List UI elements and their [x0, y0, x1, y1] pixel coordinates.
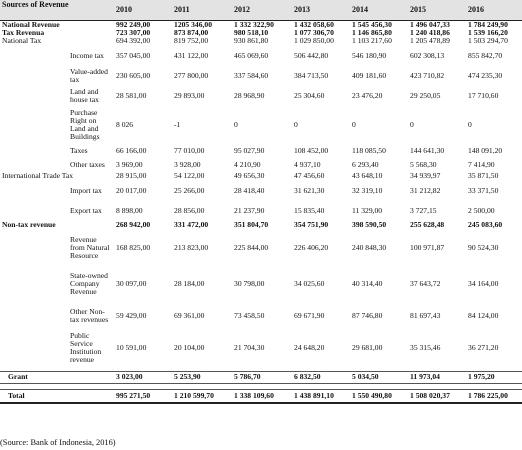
cell-value: 1 029 850,00 [294, 36, 334, 46]
cell-value: 213 823,00 [174, 242, 209, 252]
cell-value: 24 648,20 [294, 342, 325, 352]
cell-value: 32 319,10 [352, 185, 383, 195]
cell-value: 1 975,20 [466, 371, 522, 383]
cell-value: 277 800,00 [174, 70, 209, 80]
cell-value: 36 271,20 [468, 342, 499, 352]
cell-value: 144 641,30 [410, 145, 445, 155]
cell-value: 0 [234, 119, 238, 129]
cell-value: 31 621,30 [294, 185, 325, 195]
cell-value: 980 518,10 [234, 27, 269, 37]
cell-value: 15 835,40 [294, 205, 325, 215]
cell-value: 873 874,00 [174, 27, 209, 37]
cell-value: 1 786 225,00 [466, 389, 522, 403]
cell-value: 29 250,05 [410, 90, 441, 100]
cell-value: 465 069,60 [234, 50, 269, 60]
cell-value: 49 656,30 [234, 171, 265, 181]
cell-value: 423 710,82 [410, 70, 445, 80]
cell-value: 1 784 249,90 [466, 21, 522, 29]
row-sub-label: Public Service Institution revenue [70, 331, 102, 364]
table-row [0, 66, 522, 86]
cell-value: 225 844,00 [234, 242, 269, 252]
cell-value: 1205 346,00 [172, 21, 232, 29]
table-row [0, 158, 522, 172]
cell-value: 723 307,00 [116, 27, 151, 37]
cell-value: 5 786,70 [232, 371, 292, 383]
cell-value: 930 861,80 [234, 36, 269, 46]
cell-value: 29 681,00 [352, 342, 383, 352]
table-row [0, 221, 522, 230]
cell-value: 1 545 456,30 [350, 21, 408, 29]
cell-value: 33 371,50 [468, 185, 499, 195]
cell-value: 1 550 490,80 [350, 389, 408, 403]
header-sources: Sources of Revenue [0, 0, 114, 11]
cell-value: 431 122,00 [174, 50, 209, 60]
cell-value: 255 628,48 [410, 220, 445, 230]
table-row [0, 46, 522, 66]
cell-value: 354 751,90 [294, 220, 329, 230]
row-label: International Trade Tax [2, 171, 74, 181]
cell-value: 43 648,10 [352, 171, 383, 181]
cell-value: 409 181,60 [352, 70, 387, 80]
cell-value: 5 253,90 [172, 371, 232, 383]
cell-value: 11 329,00 [352, 205, 383, 215]
header-year-2011: 2011 [172, 0, 232, 21]
header-year-2016: 2016 [466, 0, 522, 21]
table-row [0, 302, 522, 330]
table-row [0, 181, 522, 201]
cell-value: 30 798,00 [234, 278, 265, 288]
cell-value: 1 496 047,33 [408, 21, 466, 29]
cell-value: 118 085,50 [352, 145, 386, 155]
cell-value: 1 146 865,80 [352, 27, 392, 37]
cell-value: 694 392,00 [116, 36, 151, 46]
cell-value: 73 458,50 [234, 310, 265, 320]
table-row [0, 37, 522, 46]
table-row [0, 144, 522, 158]
cell-value: 148 091,20 [468, 145, 503, 155]
cell-value: 95 027,90 [234, 145, 265, 155]
cell-value: 245 083,60 [468, 220, 503, 230]
row-sub-label: Other taxes [70, 159, 105, 169]
cell-value: 3 928,00 [174, 159, 201, 169]
cell-value: 1 240 418,86 [410, 27, 450, 37]
row-label: Tax Revenua [2, 27, 45, 37]
cell-value: 21 704,30 [234, 342, 265, 352]
cell-value: 1 338 109,60 [232, 389, 292, 403]
cell-value: 506 442,80 [294, 50, 329, 60]
cell-value: 23 476,20 [352, 90, 383, 100]
cell-value: 84 124,00 [468, 310, 499, 320]
table-row [0, 266, 522, 302]
cell-value: 1 210 599,70 [172, 389, 232, 403]
cell-value: -1 [174, 119, 181, 129]
cell-value: 34 939,97 [410, 171, 441, 181]
cell-value: 230 605,00 [116, 70, 151, 80]
table-row [0, 330, 522, 366]
cell-value: 0 [410, 119, 414, 129]
row-sub-label: Import tax [70, 185, 102, 195]
cell-value: 87 746,80 [352, 310, 383, 320]
table-row [0, 86, 522, 106]
cell-value: 474 235,30 [468, 70, 503, 80]
header-year-2010: 2010 [114, 0, 172, 21]
cell-value: 168 825,00 [116, 242, 151, 252]
table-row [0, 172, 522, 181]
grant-row [0, 371, 522, 383]
source-note: (Source: Bank of Indonesia, 2016) [0, 438, 116, 447]
row-label: National Revenue [0, 21, 114, 29]
cell-value: 59 429,00 [116, 310, 147, 320]
total-label: Total [0, 389, 114, 403]
cell-value: 226 406,20 [294, 242, 329, 252]
cell-value: 0 [352, 119, 356, 129]
cell-value: 3 727,15 [410, 205, 437, 215]
cell-value: 995 271,50 [114, 389, 172, 403]
cell-value: 5 034,50 [350, 371, 408, 383]
cell-value: 35 871,50 [468, 171, 499, 181]
cell-value: 28 184,00 [174, 278, 205, 288]
cell-value: 20 104,00 [174, 342, 205, 352]
cell-value: 31 212,82 [410, 185, 441, 195]
cell-value: 1 332 322,90 [232, 21, 292, 29]
cell-value: 28 856,00 [174, 205, 205, 215]
cell-value: 28 581,00 [116, 90, 147, 100]
cell-value: 40 314,40 [352, 278, 383, 288]
cell-value: 4 937,10 [294, 159, 321, 169]
cell-value: 69 671,90 [294, 310, 325, 320]
row-sub-label: Purchase Right on Land and Buildings [70, 108, 100, 141]
cell-value: 351 804,70 [234, 220, 269, 230]
table-row [0, 230, 522, 266]
row-label: National Tax [2, 36, 42, 46]
cell-value: 1 503 294,70 [468, 36, 508, 46]
cell-value: 28 968,90 [234, 90, 265, 100]
cell-value: 29 893,00 [174, 90, 205, 100]
cell-value: 819 752,00 [174, 36, 209, 46]
cell-value: 1 103 217,60 [352, 36, 392, 46]
cell-value: 1 438 891,10 [292, 389, 350, 403]
row-label: Non-tax revenue [2, 220, 56, 230]
cell-value: 2 500,00 [468, 205, 495, 215]
cell-value: 3 969,00 [116, 159, 143, 169]
cell-value: 37 643,72 [410, 278, 441, 288]
cell-value: 10 591,00 [116, 342, 147, 352]
row-sub-label: Income tax [70, 50, 104, 60]
cell-value: 17 710,60 [468, 90, 499, 100]
row-sub-label: Value-added tax [70, 67, 108, 84]
table-body [0, 21, 522, 403]
header-year-2012: 2012 [232, 0, 292, 21]
cell-value: 90 524,30 [468, 242, 499, 252]
cell-value: 66 166,00 [116, 145, 147, 155]
cell-value: 28 418,40 [234, 185, 265, 195]
cell-value: 1 508 020,37 [408, 389, 466, 403]
cell-value: 1 539 166,20 [468, 27, 508, 37]
table-header [0, 0, 522, 21]
cell-value: 6 832,50 [292, 371, 350, 383]
cell-value: 47 456,60 [294, 171, 325, 181]
row-sub-label: Revenue from Natural Resource [70, 235, 110, 260]
cell-value: 331 472,00 [174, 220, 209, 230]
cell-value: 28 915,00 [116, 171, 147, 181]
cell-value: 7 414,90 [468, 159, 495, 169]
grant-label: Grant [0, 371, 114, 383]
table-row [0, 201, 522, 221]
row-sub-label: Export tax [70, 205, 102, 215]
cell-value: 0 [468, 119, 472, 129]
cell-value: 108 452,00 [294, 145, 329, 155]
header-year-2013: 2013 [292, 0, 350, 21]
cell-value: 81 697,43 [410, 310, 441, 320]
cell-value: 0 [294, 119, 298, 129]
cell-value: 11 973,04 [408, 371, 466, 383]
cell-value: 4 210,90 [234, 159, 261, 169]
total-row [0, 389, 522, 403]
cell-value: 268 942,00 [116, 220, 151, 230]
cell-value: 1 205 478,89 [410, 36, 450, 46]
cell-value: 25 266,00 [174, 185, 205, 195]
cell-value: 398 590,50 [352, 220, 387, 230]
cell-value: 34 164,00 [468, 278, 499, 288]
cell-value: 357 045,00 [116, 50, 151, 60]
cell-value: 1 077 306,70 [294, 27, 334, 37]
cell-value: 54 122,00 [174, 171, 205, 181]
cell-value: 100 971,87 [410, 242, 445, 252]
cell-value: 992 249,00 [114, 21, 172, 29]
cell-value: 20 017,00 [116, 185, 147, 195]
row-sub-label: Taxes [70, 145, 88, 155]
cell-value: 34 025,60 [294, 278, 325, 288]
row-sub-label: Other Non-tax revenues [70, 307, 109, 324]
row-sub-label: Land and house tax [70, 87, 99, 104]
row-sub-label: State-owned Company Revenue [70, 271, 108, 296]
cell-value: 240 848,30 [352, 242, 387, 252]
cell-value: 6 293,40 [352, 159, 379, 169]
cell-value: 8 898,00 [116, 205, 143, 215]
cell-value: 3 023,00 [114, 371, 172, 383]
cell-value: 30 097,00 [116, 278, 147, 288]
cell-value: 25 304,60 [294, 90, 325, 100]
cell-value: 69 361,00 [174, 310, 205, 320]
cell-value: 384 713,50 [294, 70, 329, 80]
cell-value: 855 842,70 [468, 50, 503, 60]
cell-value: 602 308,13 [410, 50, 445, 60]
cell-value: 5 568,30 [410, 159, 437, 169]
cell-value: 546 180,90 [352, 50, 387, 60]
cell-value: 8 026 [116, 119, 134, 129]
cell-value: 1 432 058,60 [292, 21, 350, 29]
cell-value: 337 584,60 [234, 70, 269, 80]
cell-value: 77 010,00 [174, 145, 205, 155]
header-year-2015: 2015 [408, 0, 466, 21]
header-year-2014: 2014 [350, 0, 408, 21]
table-row [0, 106, 522, 144]
cell-value: 21 237,90 [234, 205, 265, 215]
cell-value: 35 315,46 [410, 342, 441, 352]
